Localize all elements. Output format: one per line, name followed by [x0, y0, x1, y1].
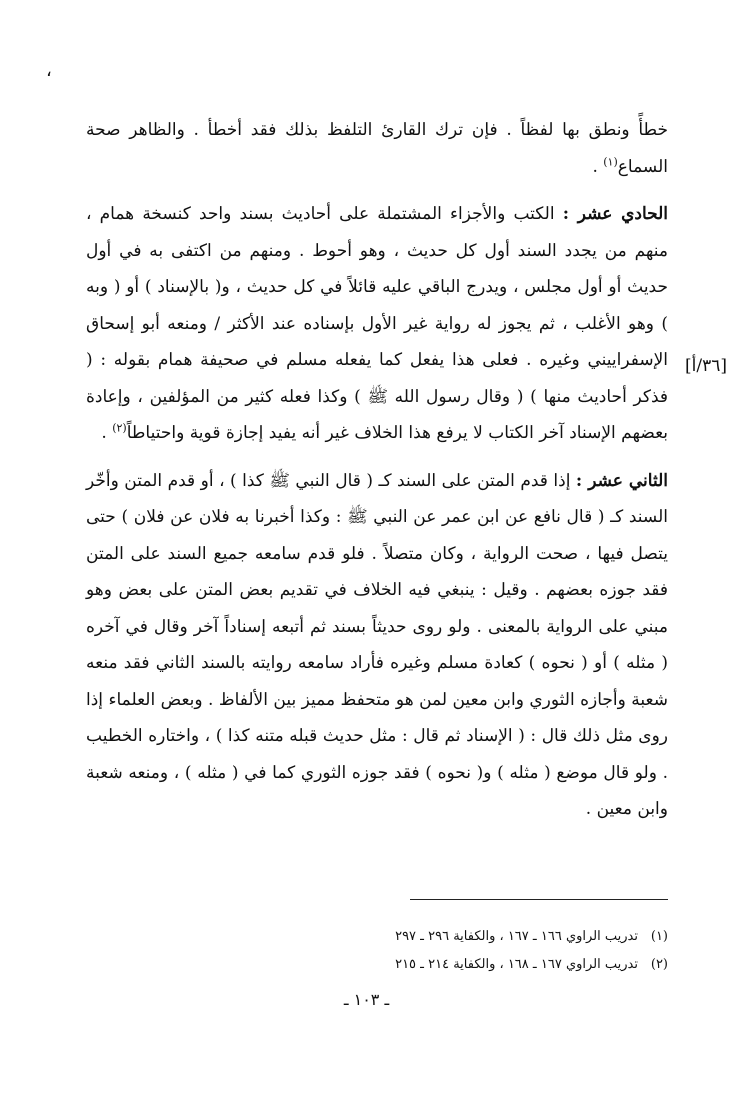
section-heading: الثاني عشر :	[575, 470, 668, 491]
paragraph-twelfth	[86, 463, 668, 828]
paragraph-tail: .	[101, 423, 113, 443]
footnote-text: تدريب الراوي ١٦٦ ـ ١٦٧ ، والكفاية ٢٩٦ ـ ٢٩٧	[395, 929, 638, 944]
footnote-ref: (١)	[603, 154, 618, 168]
margin-folio-marker: [٣٦/أ]	[685, 356, 727, 376]
paragraph-text: الكتب والأجزاء المشتملة على أحاديث بسند واحد كنسخة همام ، منهم من يجدد السند أول كل حديث ، وهو أحوط . ومنهم من اكتفى به في أول حديث أو أول مجلس ، ويدرج الباقي عليه قائلاً في كل حديث ، و( بالإسناد ) أو ( وبه ) وهو الأغلب ، ثم يجوز له رواية غير الأول بإسناده عند الأكثر / ومنعه أبو إسحاق الإسفراييني وغيره . فعلى هذا يفعل كما يفعله مسلم في صحيفة همام بقوله : ( فذكر أحاديث منها ) ( وقال رسول الله ﷺ ) وكذا فعله كثير من المؤلفين ، وإعادة بعضهم الإسناد آخر الكتاب لا يرفع هذا الخلاف غير أنه يفيد إجازة قوية واحتياطاً	[86, 204, 668, 443]
paragraph-eleventh	[86, 196, 668, 452]
footnote-divider	[410, 899, 668, 900]
paragraph-tail: .	[592, 156, 604, 177]
main-text	[86, 112, 668, 839]
section-heading: الحادي عشر :	[562, 204, 669, 224]
footnote-text: تدريب الراوي ١٦٧ ـ ١٦٨ ، والكفاية ٢١٤ ـ ٢١٥	[395, 957, 638, 972]
footnote-2	[300, 956, 668, 974]
corner-mark: ،	[46, 60, 52, 81]
footnote-ref: (٢)	[112, 421, 127, 435]
footnote-number: (٢)	[650, 957, 668, 972]
page-number: ـ ١٠٣ ـ	[343, 990, 390, 1009]
footnote-1	[300, 928, 668, 946]
paragraph-text: إذا قدم المتن على السند كـ ( قال النبي ﷺ كذا ) ، أو قدم المتن وأخّر السند كـ ( قال نافع عن ابن عمر عن النبي ﷺ : وكذا أخبرنا به فلان عن فلان ) حتى يتصل فيها ، صحت الرواية ، وكان متصلاً . فلو قدم سامعه جميع السند على المتن فقد جوزه بعضهم . وقيل : ينبغي فيه الخلاف في تقديم بعض المتن على بعض وهو مبني على الرواية بالمعنى . ولو روى حديثاً بسند ثم أتبعه إسناداً آخر وقال في آخره ( مثله ) أو ( نحوه ) كعادة مسلم وغيره فأراد سامعه روايته بالسند الثاني فقد منعه شعبة وأجازه الثوري وابن معين لمن هو متحفظ مميز بين الألفاظ . وبعض العلماء إذا روى مثل ذلك قال : ( الإسناد ثم قال : مثل حديث قبله متنه كذا ) ، واختاره الخطيب . ولو قال موضع ( مثله ) و( نحوه ) فقد جوزه الثوري كما في ( مثله ) ، ومنعه شعبة وابن معين .	[86, 470, 668, 819]
footnote-number: (١)	[650, 929, 668, 944]
paragraph-intro	[86, 112, 668, 185]
paragraph-text: خطأً ونطق بها لفظاً . فإن ترك القارئ التلفظ بذلك فقد أخطأ . والظاهر صحة السماع	[86, 120, 668, 177]
